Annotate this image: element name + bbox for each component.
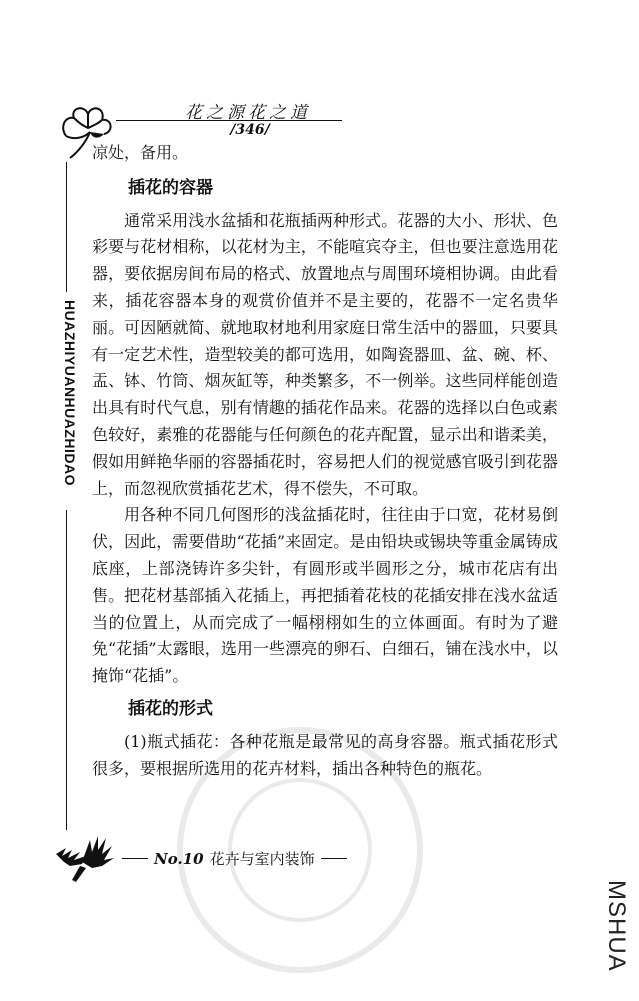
intro-line: 凉处，备用。 <box>92 143 189 162</box>
side-running-title: HUAZHIYUANHUAZHIDAO <box>62 300 78 487</box>
footer-dash-left <box>122 858 148 859</box>
paragraph-containers-1: 通常采用浅水盆插和花瓶插两种形式。花器的大小、形状、色彩要与花材相称，以花材为主，不能喧宾夺主，但也要注意选用花器，要依据房间布局的格式、放置地点与周围环境相协调。由此看来，插花容器本身的观赏价值并不是主要的，花器不一定名贵华丽。可因陋就简、就地取材地利用家庭日常生活中的器皿，只要具有一定艺术性，造型较美的都可选用，如陶瓷器皿、盆、碗、杯、盂、钵、竹筒、烟灰缸等，种类繁多，不一例举。这些同样能创造出具有时代气息，别有情趣的插花作品来。花器的选择以白色或素色较好，素雅的花器能与任何颜色的花卉配置，显示出和谐柔美，假如用鲜艳华丽的容器插花时，容易把人们的视觉感官吸引到花器上，而忽视欣赏插花艺术，得不偿失，不可取。 <box>92 210 558 498</box>
header-divider <box>116 120 342 121</box>
page-body <box>92 140 558 782</box>
footer-chapter-number: No.10 <box>154 849 204 868</box>
library-stamp-watermark <box>170 720 430 980</box>
header-title: 花之源花之道 <box>185 103 311 123</box>
paragraph-containers-2: 用各种不同几何图形的浅盆插花时，往往由于口宽，花材易倒伏，因此，需要借助“花插”来固定。是由铅块或锡块等重金属铸成底座，上部浇铸许多尖针，有圆形或半圆形之分，城市花店有出售。把花材基部插入花插上，再把插着花枝的花插安排在浅水盆适当的位置上，从而完成了一幅栩栩如生的立体画面。有时为了避免“花插”太露眼，选用一些漂亮的卵石、白细石，铺在浅水中，以掩饰“花插”。 <box>92 505 558 686</box>
paragraph-forms-1: (1)瓶式插花：各种花瓶是最常见的高身容器。瓶式插花形式很多，要根据所选用的花卉材料，插出各种特色的瓶花。 <box>92 731 558 778</box>
leaf-ornament-icon <box>52 828 118 884</box>
side-divider-top <box>66 162 67 292</box>
section-heading-forms: 插花的形式 <box>128 698 213 719</box>
corner-watermark: MSHUA <box>603 880 630 972</box>
footer-chapter-title: 花卉与室内装饰 <box>209 850 315 868</box>
side-divider-bottom <box>66 510 67 830</box>
page-number: /346/ <box>230 122 270 138</box>
section-heading-containers: 插花的容器 <box>128 177 213 198</box>
